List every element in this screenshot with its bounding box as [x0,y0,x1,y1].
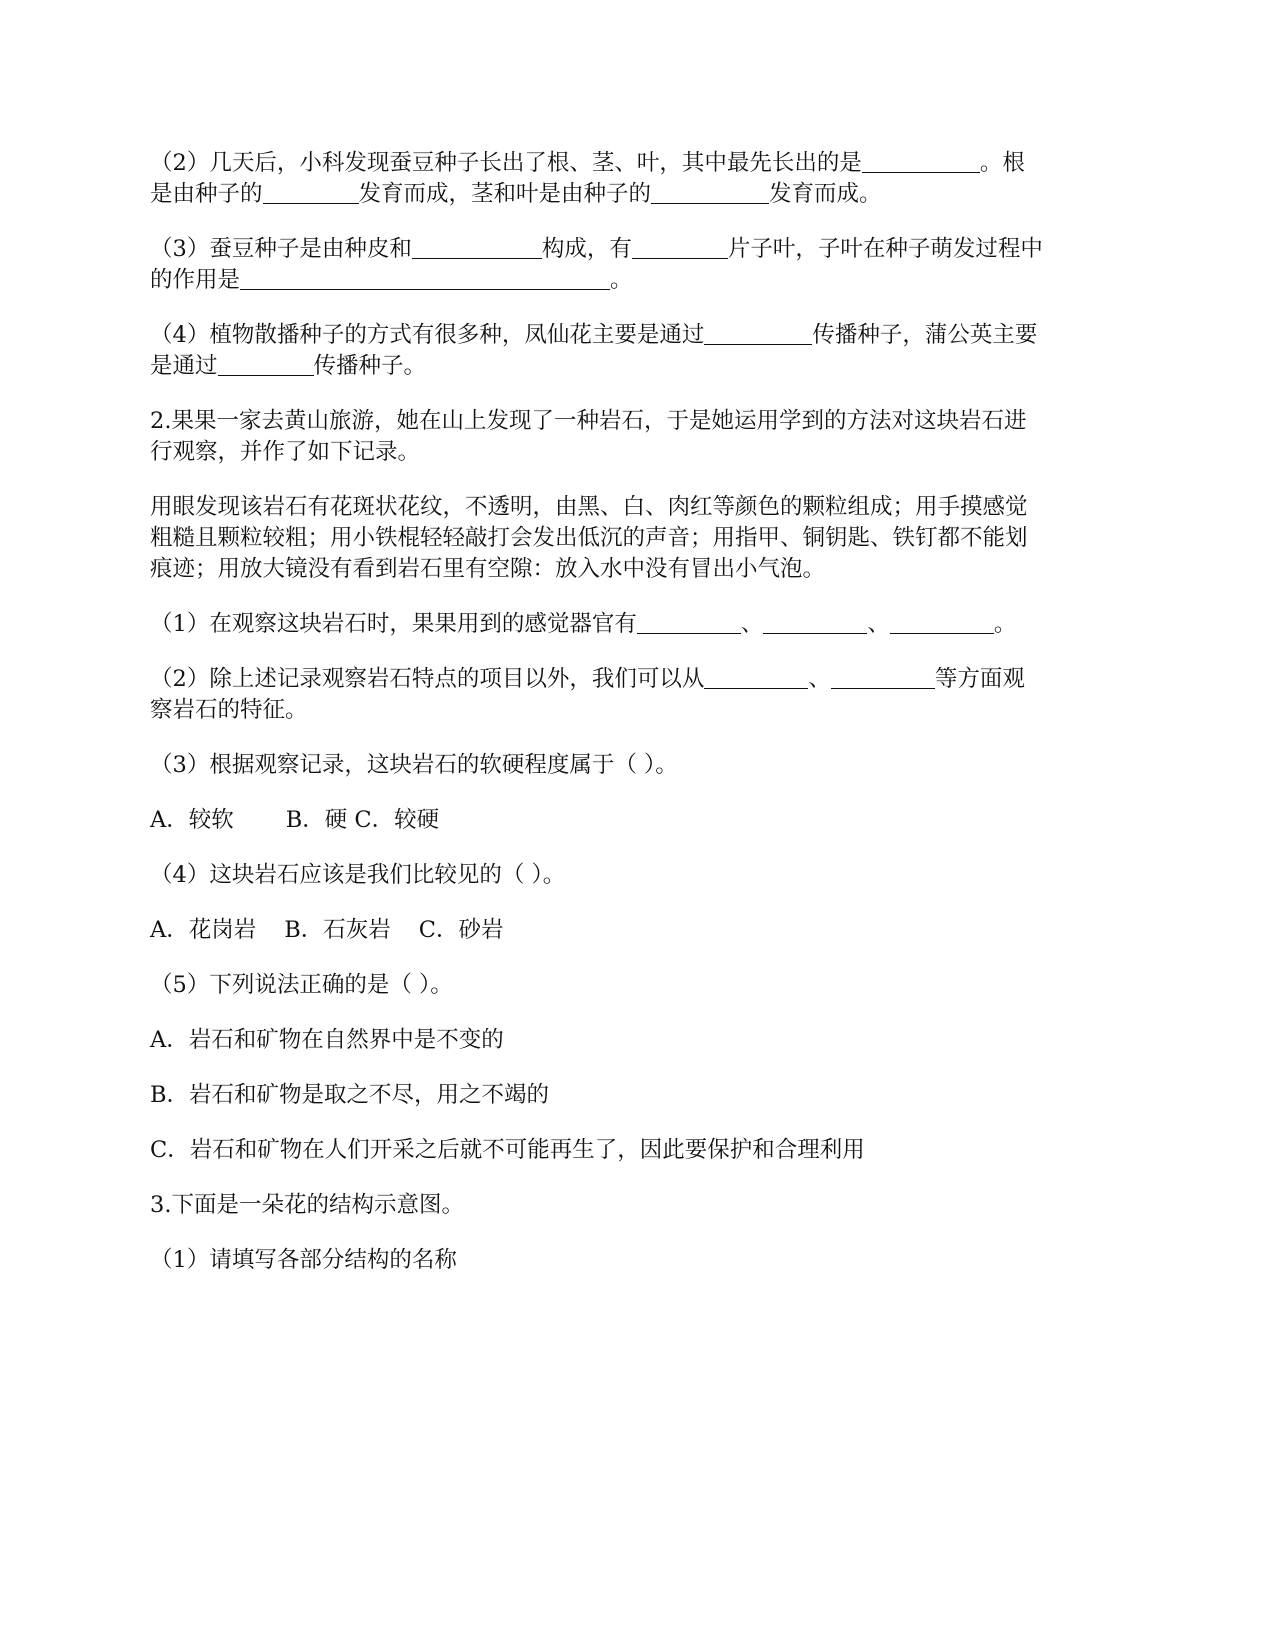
answer-blank[interactable] [704,664,808,689]
answer-blank[interactable] [632,234,728,259]
question-1-2 [150,148,1130,210]
q2-1-sep-2: 、 [867,611,890,637]
option-a[interactable]: A．岩石和矿物在自然界中是不变的 [150,1027,504,1053]
question-2-2 [150,664,1130,726]
question-2-3-stem: （3）根据观察记录，这块岩石的软硬程度属于（ ）。 [150,752,678,778]
answer-blank[interactable] [637,609,741,634]
q2-2-text-c: 察岩石的特征。 [150,697,308,723]
q1-2-text-e: 发育而成。 [769,181,882,207]
answer-blank[interactable] [831,664,935,689]
question-1-4 [150,320,1130,382]
question-1-3 [150,234,1130,296]
answer-blank[interactable] [763,609,867,634]
q2-2-sep: 、 [808,666,831,692]
q2-1-sep-1: 、 [740,611,764,637]
answer-blank[interactable] [240,265,610,290]
answer-blank[interactable] [218,351,314,376]
option-a[interactable]: A．较软 [150,807,234,833]
record-line-2: 粗糙且颗粒较粗；用小铁棍轻轻敲打会发出低沉的声音；用指甲、铜钥匙、铁钉都不能划 [150,525,1028,551]
q2-2-text-b: 等方面观 [934,666,1025,692]
question-3-1: （1）请填写各部分结构的名称 [150,1247,457,1273]
q1-3-text-c: 片子叶，子叶在种子萌发过程中 [727,236,1043,262]
question-2-3-options [150,805,1130,836]
question-2-1 [150,609,1130,640]
option-b-c[interactable]: B．硬 C．较硬 [285,807,440,833]
question-2-intro [150,406,1130,468]
q1-3-text-d: 的作用是 [150,267,241,293]
q1-2-text-d: 发育而成，茎和叶是由种子的 [358,181,652,207]
observation-record [150,492,1130,585]
q1-2-text-a: （2）几天后，小科发现蚕豆种子长出了根、茎、叶，其中最先长出的是 [150,150,862,176]
q2-1-end: 。 [993,611,1017,637]
option-c[interactable]: C．砂岩 [418,917,504,943]
worksheet-page [150,148,1130,1300]
q1-4-text-b: 传播种子，蒲公英主要 [812,322,1038,348]
answer-blank[interactable] [890,609,994,634]
q1-4-text-c: 是通过 [150,353,218,379]
q1-4-text-d: 传播种子。 [313,353,427,379]
record-line-3: 痕迹；用放大镜没有看到岩石里有空隙：放入水中没有冒出小气泡。 [150,556,826,582]
answer-blank[interactable] [263,179,359,204]
answer-blank[interactable] [704,320,812,345]
q1-3-text-b: 构成，有 [541,236,632,262]
question-2-4-options [150,915,1130,946]
option-b[interactable]: B．岩石和矿物是取之不尽，用之不竭的 [150,1082,550,1108]
option-a[interactable]: A．花岗岩 [150,917,257,943]
q1-2-text-c: 是由种子的 [150,181,263,207]
answer-blank[interactable] [862,148,980,173]
question-2-5-stem: （5）下列说法正确的是（ ）。 [150,972,453,998]
question-2-4-stem: （4）这块岩石应该是我们比较见的（ ）。 [150,862,566,888]
q2-1-text-a: （1）在观察这块岩石时，果果用到的感觉器官有 [150,611,637,637]
record-line-1: 用眼发现该岩石有花斑状花纹，不透明，由黑、白、肉红等颜色的颗粒组成；用手摸感觉 [150,494,1028,520]
q1-4-text-a: （4）植物散播种子的方式有很多种，凤仙花主要是通过 [150,322,705,348]
option-b[interactable]: B．石灰岩 [284,917,391,943]
q2-2-text-a: （2）除上述记录观察岩石特点的项目以外，我们可以从 [150,666,705,692]
answer-blank[interactable] [651,179,769,204]
q1-3-text-a: （3）蚕豆种子是由种皮和 [150,236,412,262]
q2-intro-line-1: 2.果果一家去黄山旅游，她在山上发现了一种岩石，于是她运用学到的方法对这块岩石进 [150,408,1027,434]
q1-2-text-b: 。根 [979,150,1025,176]
q2-intro-line-2: 行观察，并作了如下记录。 [150,439,421,465]
q1-3-text-e: 。 [610,267,633,293]
question-3-intro: 3.下面是一朵花的结构示意图。 [150,1192,464,1218]
answer-blank[interactable] [412,234,542,259]
option-c[interactable]: C．岩石和矿物在人们开采之后就不可能再生了，因此要保护和合理利用 [150,1137,865,1163]
